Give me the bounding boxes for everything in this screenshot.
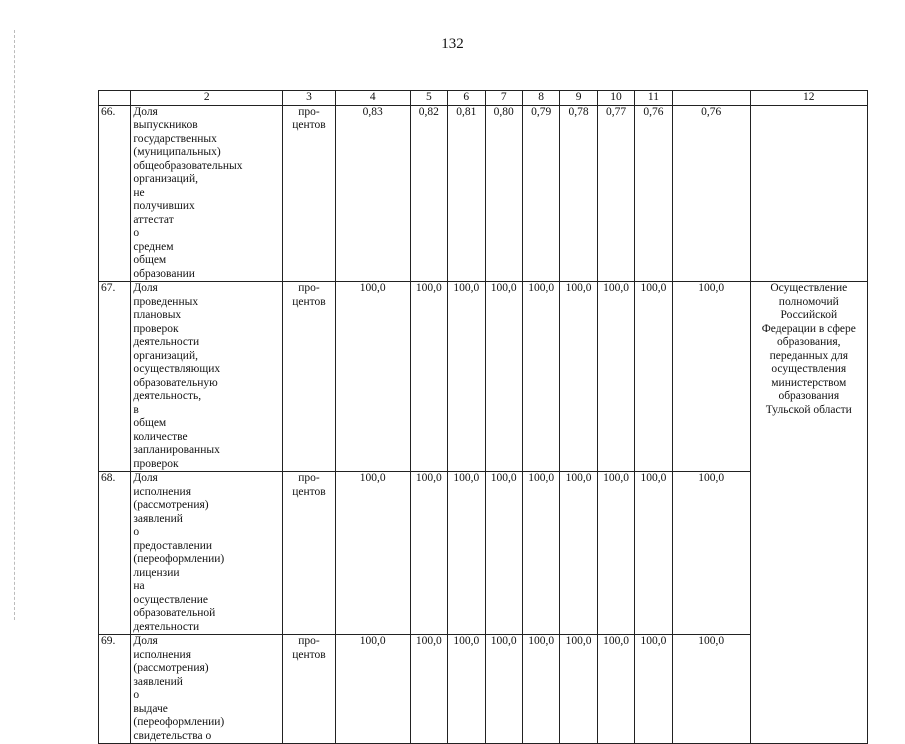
header-cell: 12 [750,91,867,106]
page-number: 132 [441,36,464,52]
header-cell: 2 [131,91,283,106]
value-cell: 100,0 [335,282,410,472]
indicator-name-line: осуществление [133,593,209,606]
unit-cell [283,105,336,282]
note-line: образования, [777,336,841,348]
unit-line: центов [292,485,326,498]
indicator-name-line: среднем общем [133,240,174,266]
unit-line: центов [292,295,326,308]
value-cell: 100,0 [597,635,634,744]
indicator-name-line: о выдаче [133,689,168,715]
indicator-name-line: Доля проведенных [133,282,199,308]
value-cell: 100,0 [335,472,410,635]
value-cell: 100,0 [597,472,634,635]
header-cell: 9 [560,91,597,106]
value-cell: 0,76 [672,105,750,282]
indicator-name-line: осуществляющих [133,363,221,375]
indicator-name-line: образовательную [133,376,218,389]
indicator-name [131,472,283,635]
indicator-name-line: образовании [133,267,195,280]
value-cell: 100,0 [635,635,672,744]
value-cell: 100,0 [448,282,485,472]
value-cell: 100,0 [410,635,447,744]
indicator-name-line: лицензии на [133,566,180,592]
unit-line: про- [298,635,320,647]
value-cell: 0,83 [335,105,410,282]
value-cell: 0,78 [560,105,597,282]
value-cell: 100,0 [448,635,485,744]
indicator-name-line: общеобразовательных [133,159,243,172]
indicator-name-line: (рассмотрения) заявлений [133,662,209,688]
row-number: 66. [99,105,131,282]
value-cell: 0,79 [522,105,559,282]
indicator-name-line: образовательной [133,607,216,619]
indicator-name-line: деятельности [133,336,200,348]
indicator-name-line: государственных [133,132,217,145]
value-cell: 100,0 [485,635,522,744]
header-cell: 11 [635,91,672,106]
unit-cell [283,472,336,635]
value-cell: 100,0 [672,635,750,744]
indicator-name-line: деятельности [133,620,200,633]
header-cell: 10 [597,91,634,106]
header-cell: 6 [448,91,485,106]
indicator-name-line: свидетельства о [133,729,212,742]
note-line: Тульской области [765,403,852,416]
value-cell: 100,0 [597,282,634,472]
value-cell: 100,0 [672,472,750,635]
value-cell: 100,0 [635,472,672,635]
unit-line: центов [292,119,326,131]
indicator-name-line: проверок [133,457,179,470]
value-cell: 100,0 [522,635,559,744]
indicator-name-line: (муниципальных) [133,146,221,158]
table-row [99,282,868,472]
value-cell: 100,0 [410,282,447,472]
note-line: осуществления [771,363,847,375]
note-line: полномочий [778,295,839,308]
indicator-name-line: организаций, не [133,173,198,199]
indicator-name-line: плановых проверок [133,309,182,335]
indicator-name [131,105,283,282]
scan-edge-line [14,30,15,620]
unit-line: центов [292,648,326,661]
note-line: образования [778,390,840,402]
indicator-name-line: количестве [133,430,188,443]
indicator-name-line: организаций, [133,349,198,362]
indicator-name [131,635,283,744]
value-cell: 100,0 [560,635,597,744]
note-line: Федерации в сфере [761,322,856,335]
note-line: Осуществление [770,282,848,294]
indicator-name-line: получивших аттестат о [133,200,195,239]
header-cell-num [99,91,131,106]
value-cell: 0,81 [448,105,485,282]
row-number: 68. [99,472,131,635]
value-cell: 100,0 [335,635,410,744]
value-cell: 0,80 [485,105,522,282]
indicator-name [131,282,283,472]
indicators-table [98,90,868,744]
indicator-name-line: запланированных [133,444,220,456]
value-cell: 100,0 [485,282,522,472]
note-line: Российской [780,309,838,321]
indicator-name-line: деятельность, в общем [133,390,202,429]
value-cell: 0,76 [635,105,672,282]
value-cell: 0,77 [597,105,634,282]
unit-line: про- [298,472,320,484]
header-cell: 7 [485,91,522,106]
note-line: переданных для [769,349,849,362]
note-cell [750,282,867,744]
value-cell: 100,0 [635,282,672,472]
header-row [99,91,868,106]
note-cell-empty [750,105,867,282]
value-cell: 100,0 [410,472,447,635]
indicator-name-line: (переоформлении) [133,553,225,565]
unit-cell [283,635,336,744]
value-cell: 100,0 [672,282,750,472]
indicator-name-line: Доля выпускников [133,105,198,131]
value-cell: 100,0 [560,472,597,635]
note-line: министерством [771,376,847,389]
unit-cell [283,282,336,472]
value-cell: 100,0 [522,472,559,635]
unit-line: про- [298,282,320,294]
header-cell: 5 [410,91,447,106]
indicator-name-line: Доля исполнения [133,635,191,661]
indicator-name-line: Доля исполнения [133,472,191,498]
header-cell: 3 [283,91,336,106]
value-cell: 100,0 [448,472,485,635]
value-cell: 100,0 [560,282,597,472]
indicator-name-line: о предоставлении [133,526,213,552]
row-number: 69. [99,635,131,744]
header-cell: 4 [335,91,410,106]
value-cell: 100,0 [522,282,559,472]
value-cell: 0,82 [410,105,447,282]
table-row [99,105,868,282]
value-cell: 100,0 [485,472,522,635]
row-number: 67. [99,282,131,472]
unit-line: про- [298,105,320,118]
indicator-name-line: (переоформлении) [133,716,225,728]
header-cell [672,91,750,106]
header-cell: 8 [522,91,559,106]
indicator-name-line: (рассмотрения) заявлений [133,499,209,525]
